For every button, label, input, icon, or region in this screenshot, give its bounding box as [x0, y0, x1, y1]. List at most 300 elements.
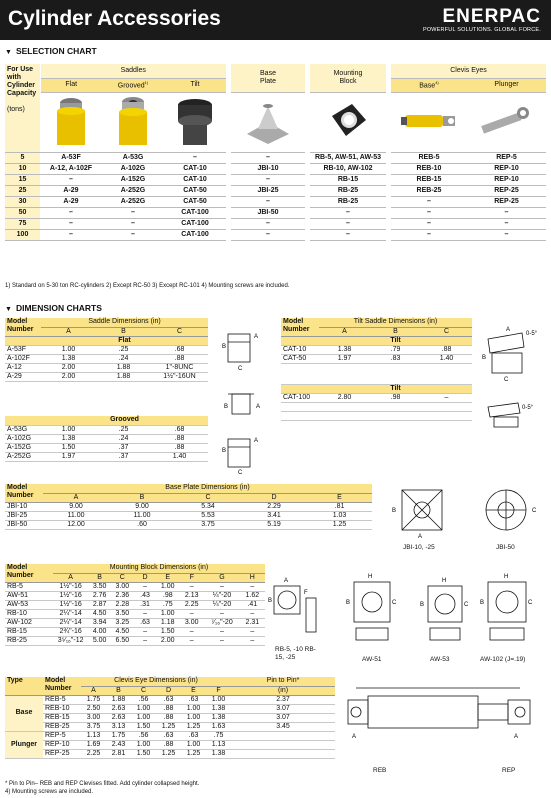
svg-text:C: C — [392, 600, 397, 606]
table-cell: 1.25 — [181, 749, 206, 758]
table-cell: A-53F — [40, 152, 102, 163]
table-cell: – — [134, 582, 157, 591]
table-cell: 6.50 — [111, 636, 134, 645]
table-cell: 50 — [5, 207, 40, 218]
table-cell: RB-10, AW-102 — [310, 163, 386, 174]
table-row — [5, 520, 372, 529]
table-cell: .56 — [131, 731, 156, 740]
table-cell: REP-25 — [43, 749, 81, 758]
table-cell: 2¼"-14 — [53, 618, 88, 627]
table-cell: F — [206, 686, 231, 695]
table-cell: 1.00 — [131, 713, 156, 722]
base-col: D — [241, 493, 307, 502]
tilt-angle-1: 0-5° — [526, 331, 538, 337]
svg-text:C: C — [238, 470, 243, 476]
table-cell: 2.36 — [111, 591, 134, 600]
table-row — [5, 502, 372, 511]
clevis-model-header: Model Number — [43, 677, 81, 695]
mounting-block-table — [5, 564, 265, 646]
table-cell: 1.40 — [151, 452, 208, 461]
table-cell: – — [391, 218, 467, 229]
saddle-diagram — [214, 324, 272, 476]
svg-text:B: B — [268, 598, 273, 604]
clevis-pin-header: Pin to Pin* — [231, 677, 335, 686]
table-cell: JBI-25 — [5, 511, 43, 520]
base-title: Base Plate Dimensions (in) — [43, 484, 372, 493]
table-cell: REB-10 — [43, 704, 81, 713]
saddle-col: C — [151, 327, 208, 336]
table-cell: .37 — [96, 452, 151, 461]
table-cell: CAT-50 — [281, 354, 319, 363]
table-cell: .88 — [421, 345, 472, 354]
table-cell: 1.97 — [319, 354, 370, 363]
table-cell: 1.00 — [181, 704, 206, 713]
table-cell: F — [179, 573, 204, 582]
table-cell: 1.62 — [240, 591, 265, 600]
table-cell: REB-25 — [391, 185, 467, 196]
table-cell: 3.45 — [231, 722, 335, 731]
table-cell: .63 — [134, 618, 157, 627]
table-cell: RB-5, AW-51, AW-53 — [310, 152, 386, 163]
table-cell: ¼"-20 — [204, 591, 239, 600]
table-cell: – — [179, 609, 204, 618]
grooved-saddle-image — [102, 92, 164, 152]
dimension-heading: ▼ DIMENSION CHARTS — [5, 303, 102, 313]
base-col: C — [175, 493, 241, 502]
table-cell: – — [40, 218, 102, 229]
table-row — [5, 749, 335, 758]
table-cell: A — [81, 686, 106, 695]
selection-row — [5, 196, 546, 207]
svg-text:H: H — [504, 574, 509, 580]
table-cell: REP-25 — [467, 185, 546, 196]
table-cell: 12.00 — [43, 520, 109, 529]
table-cell: 1.88 — [106, 695, 131, 704]
table-cell: – — [102, 229, 164, 240]
table-cell: 1.38 — [41, 354, 96, 363]
table-cell: 5.53 — [175, 511, 241, 520]
table-cell: CAT-100 — [164, 218, 226, 229]
brand-logo: ENERPAC — [442, 6, 541, 27]
table-cell: A — [53, 573, 88, 582]
table-cell: A-252G — [102, 185, 164, 196]
svg-text:C: C — [238, 366, 243, 372]
table-cell: 2.31 — [240, 618, 265, 627]
base-model-header: Model Number — [5, 484, 43, 502]
table-cell: 2.00 — [41, 363, 96, 372]
table-cell: 4.50 — [111, 627, 134, 636]
table-cell: JBI-25 — [231, 185, 305, 196]
table-cell: – — [204, 627, 239, 636]
table-cell: 1.75 — [81, 695, 106, 704]
mount-cap-aw102: AW-102 (J=.19) — [480, 656, 526, 663]
table-cell: A-252G — [5, 452, 41, 461]
table-cell: REP-25 — [467, 196, 546, 207]
tilt-col: C — [421, 327, 472, 336]
table-cell: A-29 — [40, 196, 102, 207]
table-row — [5, 636, 265, 645]
table-cell: – — [240, 609, 265, 618]
table-cell: 15 — [5, 174, 40, 185]
table-row — [5, 713, 335, 722]
selection-row — [5, 185, 546, 196]
svg-text:B: B — [482, 355, 487, 361]
svg-text:C: C — [504, 377, 509, 383]
table-row — [5, 609, 265, 618]
base-col: E — [307, 493, 372, 502]
table-cell: RB-25 — [310, 196, 386, 207]
table-cell: – — [204, 609, 239, 618]
svg-text:B: B — [224, 404, 229, 410]
table-cell: – — [240, 627, 265, 636]
table-cell: 2.25 — [81, 749, 106, 758]
table-cell: 3.07 — [231, 704, 335, 713]
table-cell: – — [467, 229, 546, 240]
table-cell: Plunger — [5, 731, 43, 758]
table-cell: 2.81 — [106, 749, 131, 758]
svg-text:A: A — [254, 438, 259, 444]
table-cell: 3.75 — [175, 520, 241, 529]
page-header — [0, 0, 551, 40]
table-cell: A-152G — [5, 443, 41, 452]
saddle-table — [5, 318, 208, 462]
table-row — [5, 434, 208, 443]
table-cell — [231, 740, 335, 749]
table-cell: A-12, A-102F — [40, 163, 102, 174]
svg-text:B: B — [420, 602, 425, 608]
table-cell: 1.25 — [156, 722, 181, 731]
table-cell: – — [231, 229, 305, 240]
table-cell: ⁷⁄₁₆"-20 — [204, 618, 239, 627]
table-cell: CAT-100 — [281, 393, 319, 402]
table-cell: RB-15 — [5, 627, 53, 636]
table-cell: 3.00 — [179, 618, 204, 627]
table-cell: A-102G — [102, 163, 164, 174]
sub-grooved: Grooved$^{1)}$ — [102, 78, 164, 92]
table-cell: 2.37 — [231, 695, 335, 704]
tilt-col: B — [370, 327, 421, 336]
table-cell: A-152G — [102, 174, 164, 185]
table-cell: .88 — [156, 704, 181, 713]
table-cell: REP-5 — [43, 731, 81, 740]
table-cell: A-29 — [5, 372, 41, 381]
brand-slogan: POWERFUL SOLUTIONS. GLOBAL FORCE. — [422, 27, 541, 33]
table-cell: 1.18 — [156, 618, 179, 627]
table-cell: – — [231, 174, 305, 185]
table-cell: .88 — [151, 354, 208, 363]
table-cell: A-102F — [5, 354, 41, 363]
table-cell: .24 — [96, 354, 151, 363]
mount-title: Mounting Block Dimensions (in) — [53, 564, 265, 573]
table-cell: 1½"-16 — [53, 600, 88, 609]
table-cell: C — [131, 686, 156, 695]
table-cell: AW-53 — [5, 600, 53, 609]
table-cell: 1.00 — [181, 713, 206, 722]
table-cell — [231, 749, 335, 758]
flat-saddle-image — [40, 92, 102, 152]
table-cell: REP-10 — [467, 174, 546, 185]
clevis-table — [5, 677, 335, 759]
table-cell: 2.80 — [319, 393, 370, 402]
table-cell: 3.50 — [88, 582, 111, 591]
table-cell: A-53F — [5, 345, 41, 354]
table-cell: 3.00 — [81, 713, 106, 722]
table-cell: AW-51 — [5, 591, 53, 600]
table-cell: 1.40 — [421, 354, 472, 363]
table-cell: 1½"-16 — [53, 591, 88, 600]
table-cell: 100 — [5, 229, 40, 240]
tilt-label: Tilt — [319, 336, 472, 345]
table-row — [5, 695, 335, 704]
sub-plunger: Plunger — [467, 78, 546, 92]
table-cell: 3⁵⁄₁₆"-12 — [53, 636, 88, 645]
table-cell: 1.88 — [96, 363, 151, 372]
base-col: B — [109, 493, 175, 502]
table-cell: 1.38 — [41, 434, 96, 443]
table-cell: CAT-10 — [281, 345, 319, 354]
table-cell: – — [179, 636, 204, 645]
table-cell: 1.00 — [156, 582, 179, 591]
table-cell: – — [231, 152, 305, 163]
clevis-title: Clevis Eye Dimensions (in) — [81, 677, 231, 686]
table-cell: 1.38 — [206, 704, 231, 713]
table-cell: .63 — [181, 695, 206, 704]
svg-text:C: C — [528, 600, 533, 606]
table-cell: 2.63 — [106, 704, 131, 713]
table-cell: 11.00 — [43, 511, 109, 520]
table-cell: 11.00 — [109, 511, 175, 520]
table-cell: 4.00 — [88, 627, 111, 636]
table-cell: – — [179, 582, 204, 591]
table-cell: REP-10 — [467, 163, 546, 174]
selection-row — [5, 174, 546, 185]
table-row — [5, 452, 208, 461]
selection-row — [5, 152, 546, 163]
table-cell: – — [391, 229, 467, 240]
group-saddles: Saddles — [40, 64, 226, 78]
svg-text:B: B — [222, 344, 227, 350]
group-clevis: Clevis Eyes — [391, 64, 546, 78]
table-cell: .43 — [134, 591, 157, 600]
table-cell: 1.38 — [319, 345, 370, 354]
table-cell: JBI-10 — [231, 163, 305, 174]
table-cell: 9.00 — [43, 502, 109, 511]
table-cell: 30 — [5, 196, 40, 207]
table-cell: – — [179, 627, 204, 636]
table-cell: – — [164, 152, 226, 163]
table-cell: 3.75 — [81, 722, 106, 731]
clevis-cap-rep: REP — [502, 767, 516, 774]
saddle-grooved-label: Grooved — [41, 416, 208, 425]
clevis-note-2: 4) Mounting screws are included. — [5, 789, 94, 795]
table-cell: 2.13 — [179, 591, 204, 600]
table-cell: – — [102, 218, 164, 229]
table-cell: – — [467, 207, 546, 218]
saddle-flat-label: Flat — [41, 336, 208, 345]
svg-text:A: A — [506, 327, 511, 333]
table-cell: (in) — [231, 686, 335, 695]
table-cell: .98 — [370, 393, 421, 402]
table-row — [281, 393, 472, 402]
table-cell: 2.76 — [88, 591, 111, 600]
table-row — [5, 627, 265, 636]
table-cell: 5.19 — [241, 520, 307, 529]
mount-cap-aw51: AW-51 — [362, 656, 382, 663]
table-cell: .41 — [240, 600, 265, 609]
table-cell: 3.07 — [231, 713, 335, 722]
table-cell: 1.00 — [156, 609, 179, 618]
table-cell: CAT-10 — [164, 163, 226, 174]
group-mounting-block: Mounting Block — [310, 64, 386, 92]
table-cell: 1.75 — [106, 731, 131, 740]
table-cell: .25 — [96, 345, 151, 354]
table-row — [281, 354, 472, 363]
table-cell: – — [134, 627, 157, 636]
table-cell: 2.87 — [88, 600, 111, 609]
svg-text:B: B — [346, 600, 351, 606]
table-cell: CAT-10 — [164, 174, 226, 185]
table-cell: – — [134, 609, 157, 618]
table-cell: 1.88 — [96, 372, 151, 381]
selection-notes: 1) Standard on 5-30 ton RC-cylinders 2) Except RC-50 3) Except RC-101 4) Mounting screws are included. — [5, 283, 290, 289]
table-cell — [231, 731, 335, 740]
mounting-block-image — [310, 92, 386, 152]
table-cell: – — [204, 582, 239, 591]
table-row — [5, 372, 208, 381]
table-cell: 1.38 — [206, 713, 231, 722]
table-cell: 2.00 — [41, 372, 96, 381]
col-capacity-header: For Use with Cylinder Capacity (tons) — [5, 64, 40, 152]
table-cell: 1.50 — [131, 749, 156, 758]
table-cell: .60 — [109, 520, 175, 529]
table-cell: 1.00 — [131, 704, 156, 713]
sub-tilt: Tilt — [164, 78, 226, 92]
tilt-saddle-image — [164, 92, 226, 152]
table-cell: .25 — [96, 425, 151, 434]
table-cell: D — [134, 573, 157, 582]
table-cell: .75 — [156, 600, 179, 609]
base-plate-diagram — [380, 486, 546, 546]
table-cell: .98 — [156, 591, 179, 600]
table-cell: REB-5 — [43, 695, 81, 704]
table-row — [5, 722, 335, 731]
table-cell: E — [156, 573, 179, 582]
table-cell: – — [310, 229, 386, 240]
table-cell: .31 — [134, 600, 157, 609]
tilt-diagram — [478, 325, 546, 433]
base-plate-image — [231, 92, 305, 152]
table-cell: 3.13 — [106, 722, 131, 731]
table-cell: 1.00 — [206, 695, 231, 704]
table-cell: .88 — [156, 713, 181, 722]
table-cell: 1.00 — [41, 425, 96, 434]
base-cap-2: JBI-50 — [496, 544, 515, 551]
table-cell: JBI-50 — [231, 207, 305, 218]
table-cell: RB-10 — [5, 609, 53, 618]
table-row — [5, 740, 335, 749]
table-cell: A-12 — [5, 363, 41, 372]
table-cell: – — [310, 218, 386, 229]
table-cell: 2.50 — [81, 704, 106, 713]
selection-heading: ▼ SELECTION CHART — [5, 46, 97, 56]
table-cell: 10 — [5, 163, 40, 174]
selection-row — [5, 163, 546, 174]
table-cell: G — [204, 573, 239, 582]
table-cell: – — [231, 196, 305, 207]
table-cell: 1½"-16 — [53, 582, 88, 591]
table-cell: CAT-100 — [164, 207, 226, 218]
table-cell: .63 — [181, 731, 206, 740]
table-cell: 2.28 — [111, 600, 134, 609]
table-cell: .81 — [307, 502, 372, 511]
table-cell: H — [240, 573, 265, 582]
svg-text:A: A — [352, 734, 357, 740]
table-cell: – — [40, 174, 102, 185]
tilt-angle-2: 0-5° — [522, 405, 534, 411]
table-cell: 2¼"-14 — [53, 609, 88, 618]
table-row — [5, 731, 335, 740]
svg-text:A: A — [418, 534, 423, 540]
svg-text:C: C — [464, 602, 469, 608]
table-cell: REB-5 — [391, 152, 467, 163]
svg-text:F: F — [304, 590, 308, 596]
saddle-col: A — [41, 327, 96, 336]
tilt-title: Tilt Saddle Dimensions (in) — [319, 318, 472, 327]
table-cell: 1.25 — [307, 520, 372, 529]
table-cell: 1.50 — [41, 443, 96, 452]
table-cell: 1.38 — [206, 749, 231, 758]
table-cell: .88 — [151, 443, 208, 452]
tilt-col: A — [319, 327, 370, 336]
table-cell: – — [310, 207, 386, 218]
clevis-base-image — [391, 92, 467, 152]
table-cell: JBI-10 — [5, 502, 43, 511]
table-cell: RB-25 — [310, 185, 386, 196]
table-cell: RB-5 — [5, 582, 53, 591]
tilt-label-2: Tilt — [319, 384, 472, 393]
table-cell: .79 — [370, 345, 421, 354]
table-cell: C — [111, 573, 134, 582]
table-row — [5, 345, 208, 354]
table-cell: REB-15 — [43, 713, 81, 722]
table-row — [5, 600, 265, 609]
table-cell: 3.25 — [111, 618, 134, 627]
table-cell: .68 — [151, 425, 208, 434]
table-cell: 2¾"-16 — [53, 627, 88, 636]
svg-text:A: A — [256, 404, 261, 410]
table-cell: JBI-50 — [5, 520, 43, 529]
sub-flat: Flat — [40, 78, 102, 92]
table-cell: .83 — [370, 354, 421, 363]
table-cell: – — [102, 207, 164, 218]
table-cell: 1.00 — [131, 740, 156, 749]
table-cell: 1.25 — [181, 722, 206, 731]
table-cell: – — [240, 582, 265, 591]
mount-cap-aw53: AW-53 — [430, 656, 450, 663]
table-cell: Base — [5, 695, 43, 731]
table-cell: A-252G — [102, 196, 164, 207]
svg-text:B: B — [222, 448, 227, 454]
table-cell: .56 — [131, 695, 156, 704]
table-cell: 1.13 — [206, 740, 231, 749]
table-cell: REP-5 — [467, 152, 546, 163]
table-cell: 1.50 — [131, 722, 156, 731]
table-cell: 1.69 — [81, 740, 106, 749]
table-cell: 5.00 — [88, 636, 111, 645]
table-cell: A-29 — [40, 185, 102, 196]
table-row — [5, 425, 208, 434]
base-plate-table — [5, 484, 372, 530]
